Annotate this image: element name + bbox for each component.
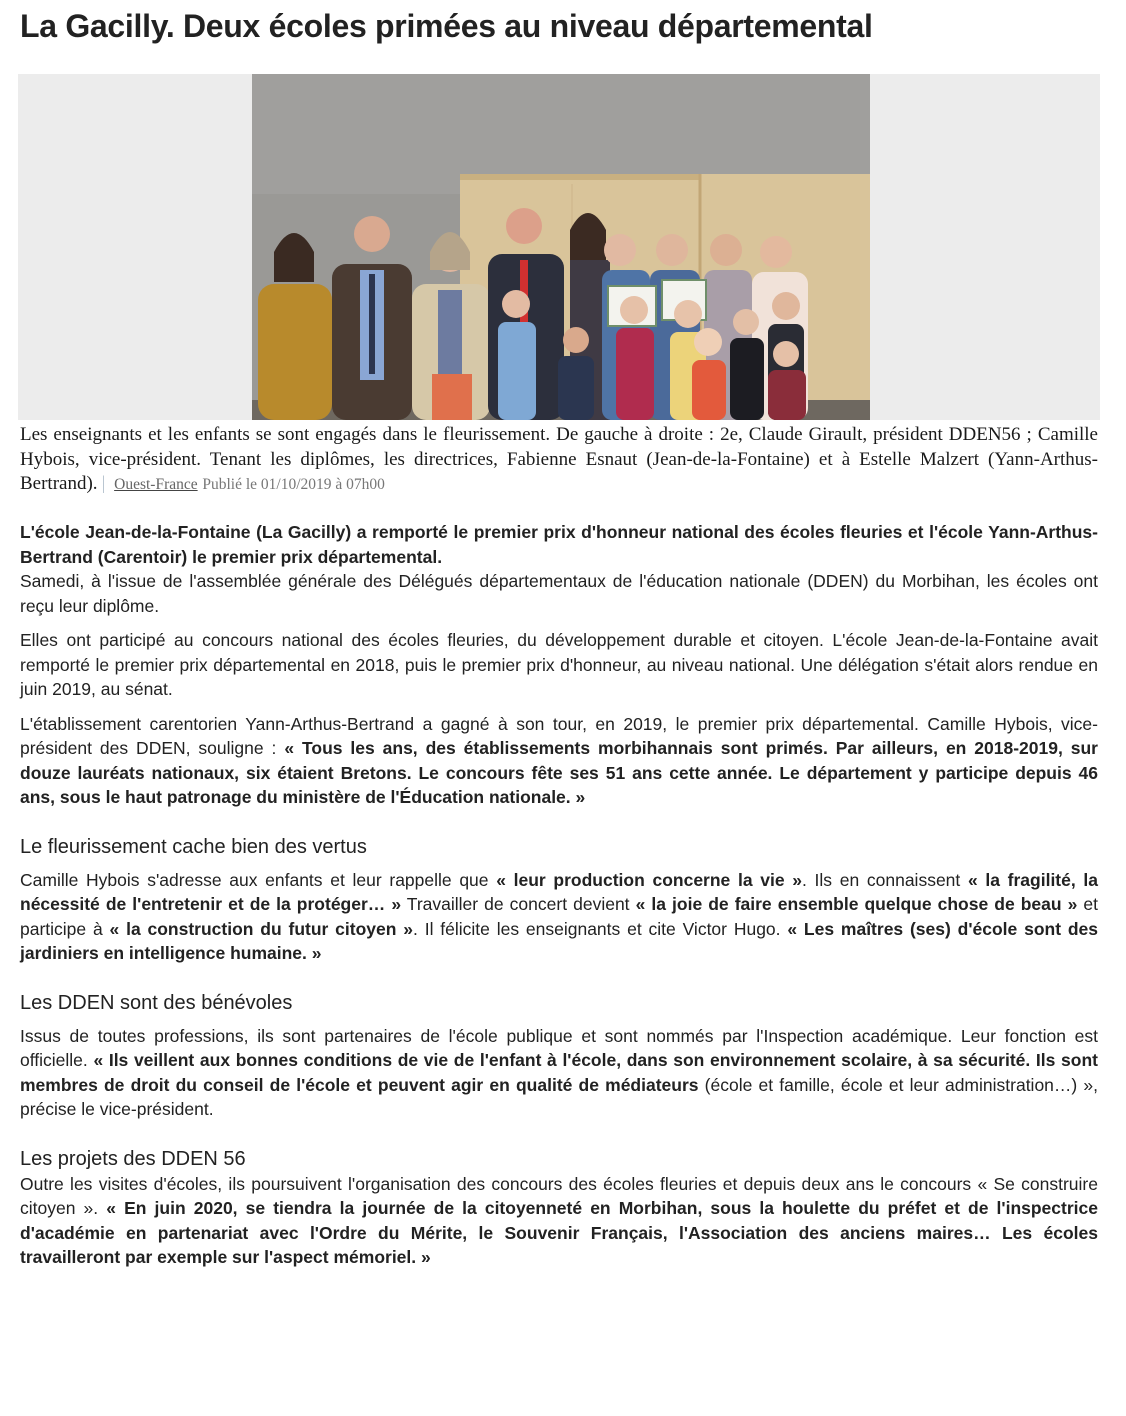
- text-segment: et participe à: [20, 894, 1099, 939]
- text-segment: Elles ont participé au concours national des écoles fleuries, du développement durable et citoyen. L'école Jean-de-la-Fontaine avait remporté le premier prix départemental en 2018, puis le premier prix d'honneur, au niveau national. Une délégation s'était alors rendue en juin 2019, au sénat.: [20, 630, 1098, 699]
- quote-segment: « la joie de faire ensemble quelque chose de beau »: [635, 894, 1078, 914]
- text-segment: Camille Hybois s'adresse aux enfants et leur rappelle que: [20, 869, 497, 890]
- section-heading-projets: Les projets des DDEN 56: [20, 1147, 246, 1170]
- paragraph-3: [20, 712, 1098, 810]
- photo-illustration: [252, 74, 870, 420]
- paragraph-1: [20, 569, 1098, 618]
- text-segment: Samedi, à l'issue de l'assemblée générale des Délégués départementaux de l'éducation nationale (DDEN) du Morbihan, les écoles ont reçu leur diplôme.: [20, 571, 1098, 616]
- section-fleurissement-text: [20, 868, 1098, 966]
- text-segment: (école et famille, école et leur administration…) », précise le vice-président.: [20, 1074, 1098, 1119]
- photo-door-frame: [460, 174, 700, 180]
- photo-caption: [20, 423, 1098, 498]
- quote-segment: « Ils veillent aux bonnes conditions de vie de l'enfant à l'école, dans son environnement scolaire, à sa sécurité. Ils sont membres de droit du conseil de l'école et peuvent agir en qualité de médiateurs: [20, 1050, 1098, 1095]
- text-segment: . Il félicite les enseignants et cite Victor Hugo.: [413, 918, 788, 939]
- section-projets-text: [20, 1172, 1098, 1270]
- text-segment: Travailler de concert devient: [401, 894, 636, 914]
- article-body: [20, 520, 1098, 1280]
- photo-container: [18, 74, 1100, 420]
- source-link[interactable]: Ouest-France: [114, 476, 198, 493]
- caption-text: Les enseignants et les enfants se sont engagés dans le fleurissement. De gauche à droite : 2e, Claude Girault, président DDEN56 ; Camille Hybois, vice-président. Tenant les diplômes, les directrices, Fabienne Esnaut (Jean-de-la-Fontaine) et à Estelle Malzert (Yann-Arthus-Bertrand).: [20, 424, 1098, 494]
- publish-date: Publié le 01/10/2019 à 07h00: [202, 476, 385, 493]
- paragraph-2: [20, 628, 1098, 702]
- article-photo[interactable]: [252, 74, 870, 420]
- article-title: La Gacilly. Deux écoles primées au niveau départemental: [20, 8, 873, 44]
- quote-segment: « la construction du futur citoyen »: [109, 918, 414, 939]
- section-heading-benevoles: Les DDEN sont des bénévoles: [20, 991, 293, 1014]
- quote-segment: « leur production concerne la vie »: [496, 869, 802, 890]
- lead-text: L'école Jean-de-la-Fontaine (La Gacilly) a remporté le premier prix d'honneur national des écoles fleuries et l'école Yann-Arthus-Bertrand (Carentoir) le premier prix départemental.: [20, 522, 1098, 567]
- quote-segment: « En juin 2020, se tiendra la journée de la citoyenneté en Morbihan, sous la houlette du préfet et de l'inspectrice d'académie en partenariat avec l'Ordre du Mérite, le Souvenir Français, l'Association des anciens maires… Les écoles travailleront par exemple sur l'aspect mémoriel. »: [20, 1198, 1098, 1267]
- text-segment: L'établissement carentorien Yann-Arthus-Bertrand a gagné à son tour, en 2019, le premier prix départemental. Camille Hybois, vice-président des DDEN, souligne :: [20, 713, 1098, 758]
- article-lead: [20, 520, 1098, 569]
- text-segment: Issus de toutes professions, ils sont partenaires de l'école publique et sont nommés par l'Inspection académique. Leur fonction est officielle.: [20, 1025, 1098, 1070]
- section-benevoles-text: [20, 1024, 1098, 1122]
- text-segment: Outre les visites d'écoles, ils poursuivent l'organisation des concours des écoles fleuries et depuis deux ans le concours « Se construire citoyen ».: [20, 1173, 1098, 1218]
- caption-separator: |: [101, 473, 106, 494]
- quote-segment: « la fragilité, la nécessité de l'entretenir et de la protéger… »: [20, 869, 1099, 914]
- quote-segment: « Les maîtres (ses) d'école sont des jardiniers en intelligence humaine. »: [20, 918, 1099, 963]
- quote-segment: « Tous les ans, des établissements morbihannais sont primés. Par ailleurs, en 2018-2019, sur douze lauréats nationaux, six étaient Bretons. Le concours fête ses 51 ans cette année. Le département y participe depuis 46 ans, sous le haut patronage du ministère de l'Éducation nationale. »: [20, 738, 1098, 807]
- text-segment: . Ils en connaissent: [802, 869, 968, 890]
- section-heading-fleurissement: Le fleurissement cache bien des vertus: [20, 835, 367, 858]
